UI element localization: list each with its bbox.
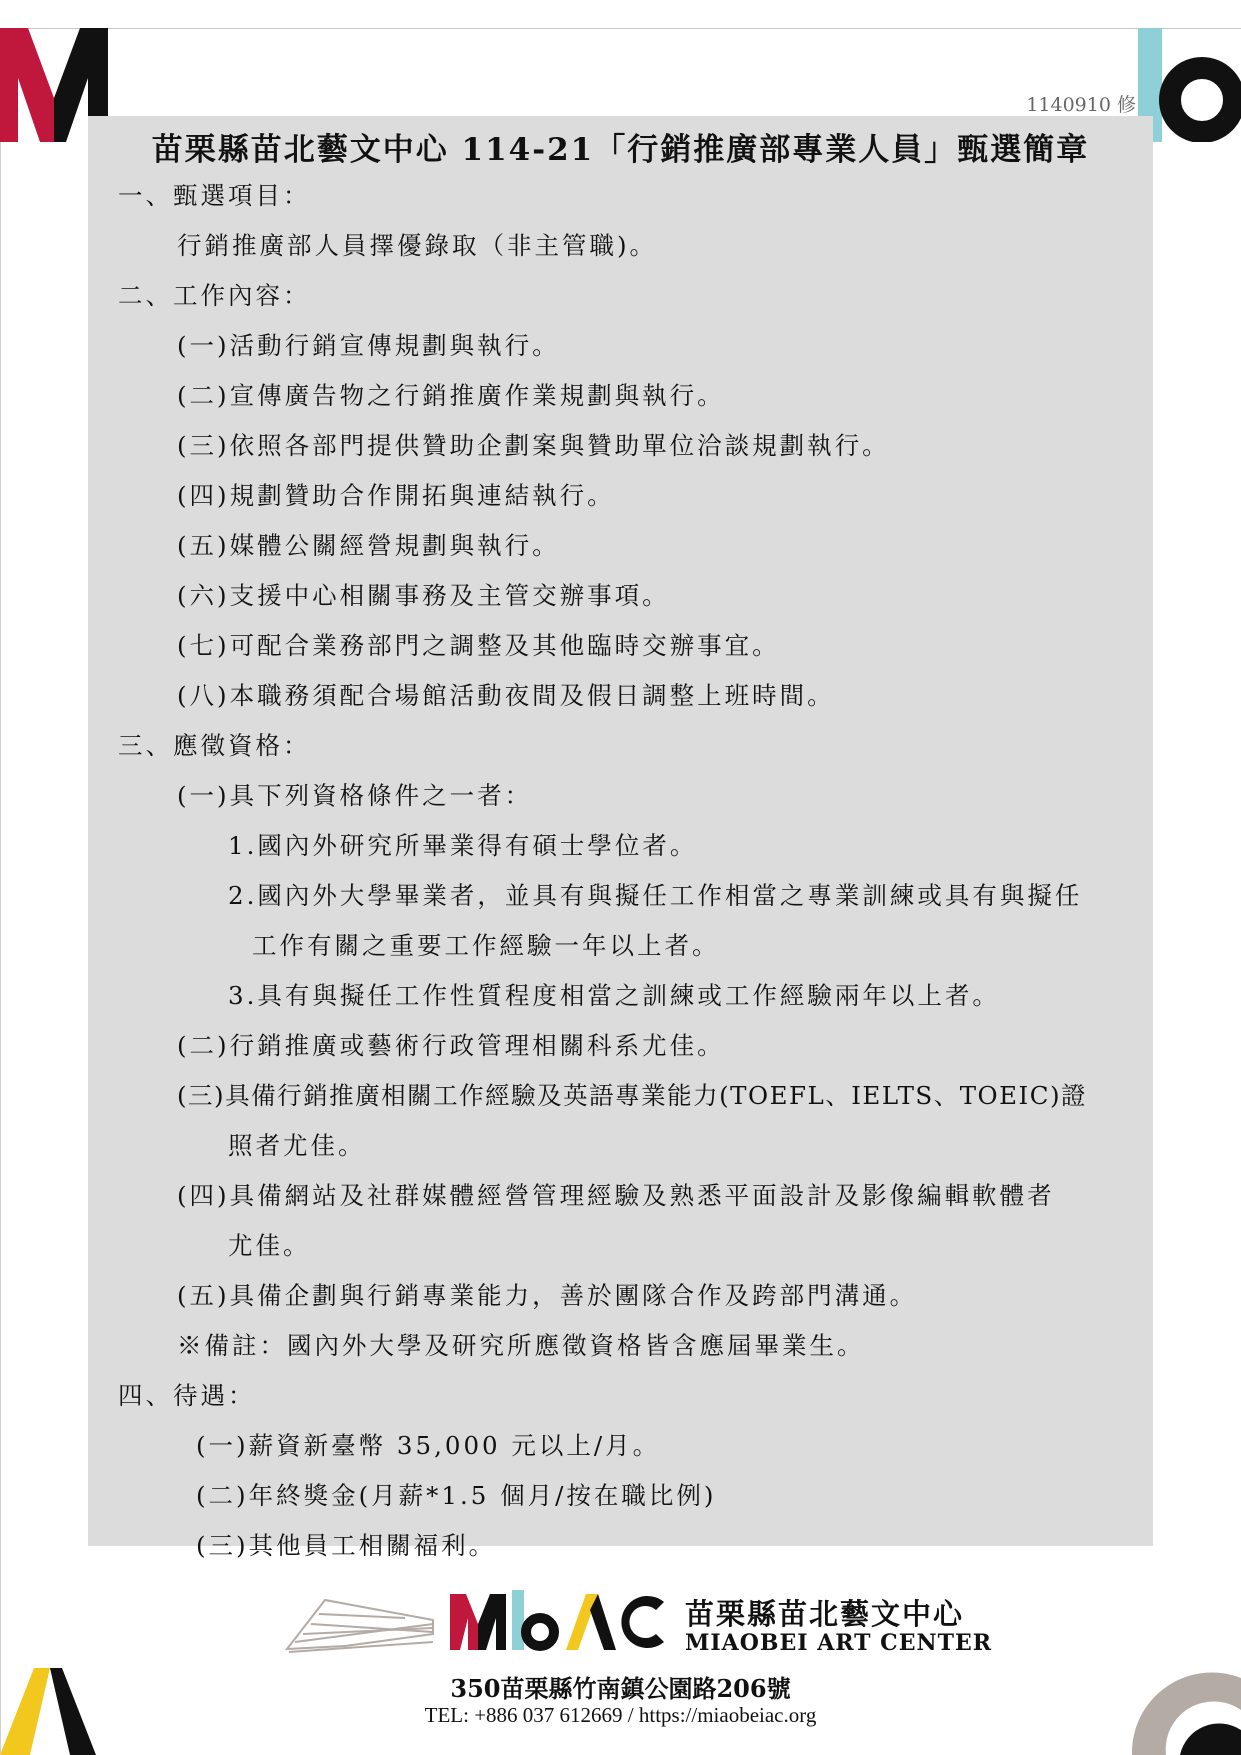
list-item: (一)活動行銷宣傳規劃與執行。 [177,331,560,360]
list-item: (一)薪資新臺幣 35,000 元以上/月。 [196,1431,661,1460]
list-item: (四)規劃贊助合作開拓與連結執行。 [177,481,615,510]
page-title: 苗栗縣苗北藝文中心 114-21「行銷推廣部專業人員」甄選簡章 [151,132,1090,168]
list-item: (二)宣傳廣告物之行銷推廣作業規劃與執行。 [177,381,725,410]
list-item: (二)行銷推廣或藝術行政管理相關科系尤佳。 [177,1031,725,1060]
section-1-heading: 一、甄選項目： [118,181,311,210]
mbac-logo-mark [450,1590,665,1652]
list-item: (二)年終獎金(月薪*1.5 個月/按在職比例) [196,1481,717,1510]
list-item: (一)具下列資格條件之一者： [177,781,533,810]
footer-contact: TEL: +886 037 612669 / https://miaobeiac.org [424,1703,817,1727]
section-1-body: 行銷推廣部人員擇優錄取（非主管職)。 [177,231,658,260]
list-item: (四)具備網站及社群媒體經營管理經驗及熟悉平面設計及影像編輯軟體者 [177,1181,1055,1210]
section-3-heading: 三、應徵資格： [118,731,311,760]
center-name-zh: 苗栗縣苗北藝文中心 [685,1597,965,1631]
list-subitem: 1.國內外研究所畢業得有碩士學位者。 [228,831,698,860]
list-item: (三)依照各部門提供贊助企劃案與贊助單位洽談規劃執行。 [177,431,890,460]
corner-b-decoration [1138,28,1241,142]
list-item: (八)本職務須配合場館活動夜間及假日調整上班時間。 [177,681,835,710]
footer-logo [285,1590,992,1660]
list-item: (六)支援中心相關事務及主管交辦事項。 [177,581,670,610]
list-item: (五)媒體公關經營規劃與執行。 [177,531,560,560]
building-sketch-icon [285,1594,435,1654]
list-item: (三)具備行銷推廣相關工作經驗及英語專業能力(TOEFL、IELTS、TOEIC)證 [177,1081,1088,1110]
center-name-en: MIAOBEI ART CENTER [685,1630,992,1656]
note-text: ※備註：國內外大學及研究所應徵資格皆含應屆畢業生。 [177,1331,865,1360]
footer-address: 350苗栗縣竹南鎮公園路206號 [450,1674,791,1703]
list-subitem-continued: 工作有關之重要工作經驗一年以上者。 [252,931,720,960]
page-top-border [0,28,1241,29]
revision-note: 1140910 修 [1026,94,1136,116]
list-subitem: 2.國內外大學畢業者，並具有與擬任工作相當之專業訓練或具有與擬任 [228,881,1083,910]
list-item: (五)具備企劃與行銷專業能力，善於團隊合作及跨部門溝通。 [177,1281,918,1310]
list-subitem: 3.具有與擬任工作性質程度相當之訓練或工作經驗兩年以上者。 [228,981,1000,1010]
list-item: (七)可配合業務部門之調整及其他臨時交辦事宜。 [177,631,780,660]
section-2-heading: 二、工作內容： [118,281,311,310]
section-4-heading: 四、待遇： [118,1381,256,1410]
list-item-continued: 照者尤佳。 [228,1131,366,1160]
list-item: (三)其他員工相關福利。 [196,1531,497,1560]
page-left-border [0,28,1,1755]
list-item-continued: 尤佳。 [228,1231,311,1260]
